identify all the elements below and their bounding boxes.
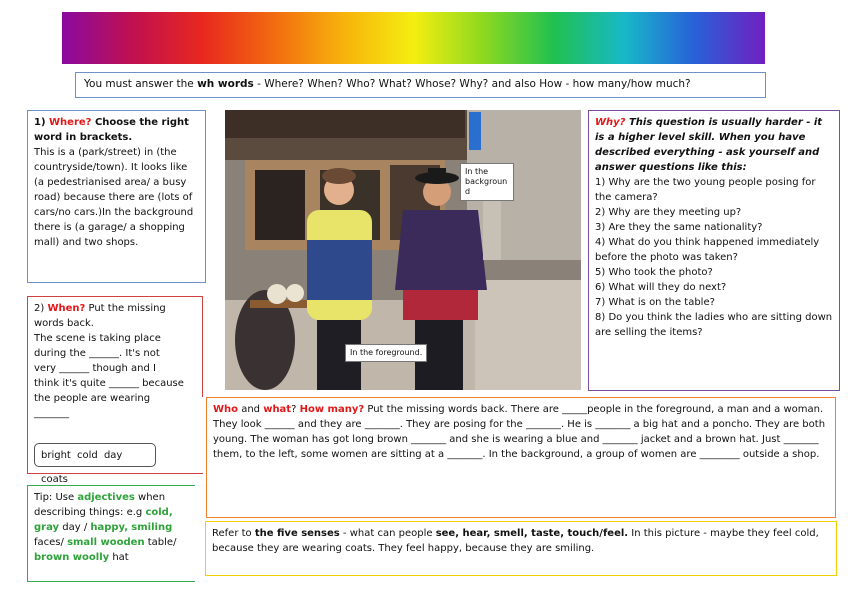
five-senses-box (205, 521, 837, 576)
tip-happy: happy, (90, 522, 129, 533)
tip-adjectives: adjectives (77, 492, 135, 503)
tip-text: day / (59, 522, 91, 533)
why-question-item: 7) What is on the table? (595, 297, 715, 308)
where-number: 1) (34, 117, 50, 128)
who-and: and (238, 404, 264, 415)
where-heading (34, 115, 199, 145)
why-question-item: 6) What will they do next? (595, 282, 727, 293)
tip-smiling: smiling (131, 522, 173, 533)
how-many-label: How many? (299, 404, 365, 415)
when-heading (34, 301, 184, 331)
tip-cold: cold, (145, 507, 173, 518)
tip-text: Tip: Use (34, 492, 78, 503)
refer-text: - what can people (339, 528, 436, 539)
why-heading (595, 115, 833, 175)
where-body: This is a (park/street) in (the countryside/town). It looks like (a pedestrianised area/ a busy road) because there are (lots of cars/no cars.)In the background there is (a garage/ a shopping mall) and two shops. (34, 147, 194, 248)
background-label: In the backgroun d (460, 163, 514, 201)
instructions-rest: - Where? When? Who? What? Whose? Why? and also How - how many/how much? (253, 78, 691, 90)
why-question-item: 3) Are they the same nationality? (595, 222, 763, 233)
who-q: ? (291, 404, 300, 415)
when-body: The scene is taking place during the ______. It's not very ______ though and I think it's quite ______ because the people are wearing _______ (34, 333, 184, 419)
instructions-prefix: You must answer the (84, 78, 198, 90)
where-question: Where? (49, 117, 92, 128)
tip-text: table/ (144, 537, 177, 548)
word-bank: bright cold day coats (34, 443, 156, 467)
tip-text: when describing things: e.g (34, 492, 166, 518)
why-box (588, 110, 840, 391)
instructions-box (75, 72, 766, 98)
why-question: Why? (595, 117, 626, 128)
who-label: Who (213, 404, 239, 415)
what-label: what (263, 404, 292, 415)
when-number: 2) (34, 303, 48, 314)
tip-text: hat (109, 552, 129, 563)
why-question-item: 1) Why are the two young people posing for the camera? (595, 177, 816, 203)
when-question: When? (47, 303, 86, 314)
street-photo (225, 110, 581, 390)
who-body: Put the missing words back. There are _____people in the foreground, a man and a woman. They look ______ and they are _______. They are posing for the _______. He is _______ a big hat and a poncho. They are both young. The woman has got long brown _______ and she is wearing a blue and _______ jacket and a brown hat. Just _______ them, to the left, some women are sitting at a _______. In the background, a group of women are ________ outside a shop. (213, 404, 826, 460)
why-question-item: 8) Do you think the ladies who are sitting down are selling the items? (595, 312, 833, 338)
tip-box (27, 485, 195, 582)
why-heading-rest: This question is usually harder - it is a higher level skill. When you have described everything - ask yourself and answer questions like this: (595, 117, 823, 173)
when-heading-rest: Put the missing words back. (34, 303, 166, 329)
tip-small-wooden: small wooden (67, 537, 145, 548)
why-question-item: 2) Why are they meeting up? (595, 207, 742, 218)
foreground-label: In the foreground. (345, 344, 427, 362)
instructions-wh-words: wh words (197, 78, 254, 90)
refer-text: Refer to (212, 528, 255, 539)
where-box (27, 110, 206, 283)
rainbow-banner (62, 12, 765, 64)
tip-gray: gray (34, 522, 60, 533)
why-question-list (595, 175, 833, 340)
tip-text: faces/ (34, 537, 68, 548)
why-question-item: 4) What do you think happened immediately before the photo was taken? (595, 237, 820, 263)
who-what-box (206, 397, 836, 518)
when-box (27, 296, 203, 485)
why-question-item: 5) Who took the photo? (595, 267, 713, 278)
where-heading-rest: Choose the right word in brackets. (34, 117, 189, 143)
senses-verbs: see, hear, smell, taste, touch/feel. (435, 528, 629, 539)
when-box-right-border (202, 296, 203, 397)
tip-brown-woolly: brown woolly (34, 552, 110, 563)
refer-text: In this picture - maybe they feel cold, because they are wearing coats. They feel happy, because they are smiling. (212, 528, 819, 554)
five-senses: the five senses (254, 528, 340, 539)
